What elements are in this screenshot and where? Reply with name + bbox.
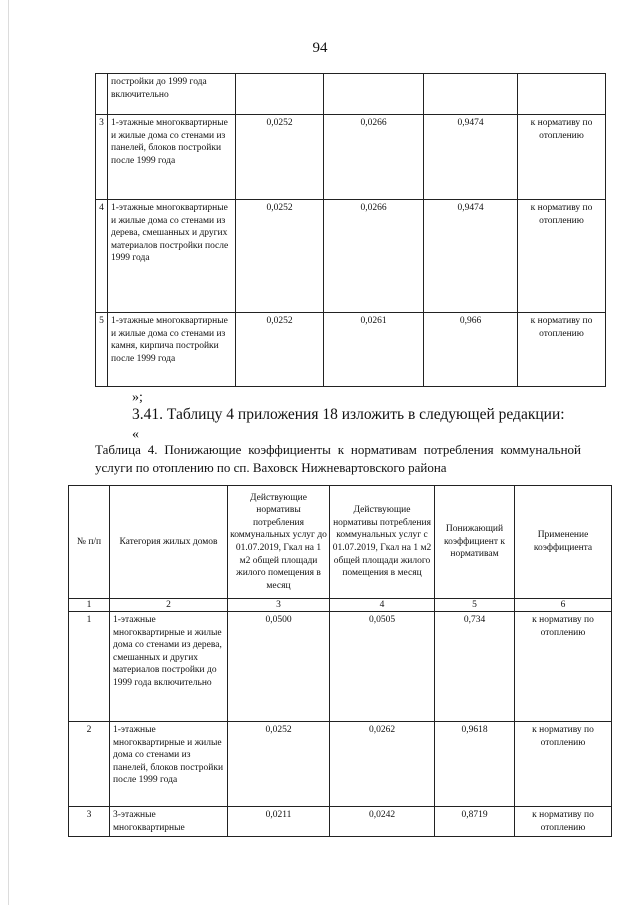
cell-coef: 0,9474 xyxy=(424,115,518,200)
header-application: Применение коэффициента xyxy=(515,486,612,599)
cell-num: 5 xyxy=(96,313,108,387)
cell-norm-before: 0,0252 xyxy=(236,200,324,313)
cell-norm-after: 0,0505 xyxy=(330,612,435,722)
cell-num: 1 xyxy=(69,612,110,722)
page-number: 94 xyxy=(312,40,328,56)
table-row xyxy=(96,115,606,200)
cell-application: к нормативу по отоплению xyxy=(518,115,606,200)
cell-application: к нормативу по отоплению xyxy=(518,313,606,387)
table-row xyxy=(96,74,606,115)
table-row xyxy=(69,807,612,837)
cell-category: 1-этажные многоквартирные и жилые дома со стенами из панелей, блоков постройки после 1999 года xyxy=(108,115,236,200)
column-number: 1 xyxy=(69,599,110,612)
table-caption: Таблица 4. Понижающие коэффициенты к нормативам потребления коммунальной услуги по отоплению по сп. Ваховск Нижневартовского района xyxy=(95,442,581,476)
cell-num xyxy=(96,74,108,115)
cell-norm-before: 0,0252 xyxy=(236,313,324,387)
table-header-row xyxy=(69,486,612,599)
section-heading: 3.41. Таблицу 4 приложения 18 изложить в следующей редакции: xyxy=(132,406,565,423)
cell-category: 1-этажные многоквартирные и жилые дома со стенами из дерева, смешанных и других материалов постройки после 1999 года xyxy=(108,200,236,313)
cell-num: 4 xyxy=(96,200,108,313)
header-num: № п/п xyxy=(69,486,110,599)
closing-quote: »; xyxy=(132,390,143,405)
cell-application xyxy=(518,74,606,115)
cell-application: к нормативу по отоплению xyxy=(515,807,612,837)
table-row xyxy=(69,612,612,722)
cell-category: 1-этажные многоквартирные и жилые дома со стенами из камня, кирпича постройки после 1999 года xyxy=(108,313,236,387)
cell-coef xyxy=(424,74,518,115)
header-category: Категория жилых домов xyxy=(110,486,228,599)
cell-norm-after: 0,0266 xyxy=(324,200,424,313)
cell-norm-before: 0,0211 xyxy=(228,807,330,837)
column-number: 6 xyxy=(515,599,612,612)
cell-norm-after: 0,0242 xyxy=(330,807,435,837)
cell-norm-before xyxy=(236,74,324,115)
column-number: 4 xyxy=(330,599,435,612)
cell-category: 1-этажные многоквартирные и жилые дома со стенами из дерева, смешанных и других материалов постройки до 1999 года включительно xyxy=(110,612,228,722)
table-row xyxy=(96,200,606,313)
cell-num: 3 xyxy=(96,115,108,200)
header-norm-after: Действующие нормативы потребления коммунальных услуг с 01.07.2019, Гкал на 1 м2 общей площади жилого помещения в месяц xyxy=(330,486,435,599)
cell-coef: 0,8719 xyxy=(435,807,515,837)
table-row xyxy=(69,722,612,807)
cell-application: к нормативу по отоплению xyxy=(515,722,612,807)
cell-application: к нормативу по отоплению xyxy=(518,200,606,313)
cell-category: постройки до 1999 года включительно xyxy=(108,74,236,115)
cell-norm-after: 0,0262 xyxy=(330,722,435,807)
cell-norm-before: 0,0252 xyxy=(228,722,330,807)
column-number: 5 xyxy=(435,599,515,612)
cell-norm-after xyxy=(324,74,424,115)
header-coef: Понижающий коэффициент к нормативам xyxy=(435,486,515,599)
column-number: 3 xyxy=(228,599,330,612)
opening-quote: « xyxy=(132,427,139,442)
cell-coef: 0,9474 xyxy=(424,200,518,313)
table-top xyxy=(95,73,606,387)
table-bottom xyxy=(68,485,612,837)
cell-num: 3 xyxy=(69,807,110,837)
cell-coef: 0,966 xyxy=(424,313,518,387)
cell-norm-after: 0,0266 xyxy=(324,115,424,200)
cell-coef: 0,9618 xyxy=(435,722,515,807)
column-number: 2 xyxy=(110,599,228,612)
column-number-row xyxy=(69,599,612,612)
table-row xyxy=(96,313,606,387)
cell-norm-before: 0,0500 xyxy=(228,612,330,722)
cell-norm-after: 0,0261 xyxy=(324,313,424,387)
cell-num: 2 xyxy=(69,722,110,807)
header-norm-before: Действующие нормативы потребления коммунальных услуг до 01.07.2019, Гкал на 1 м2 общей площади жилого помещения в месяц xyxy=(228,486,330,599)
cell-norm-before: 0,0252 xyxy=(236,115,324,200)
cell-application: к нормативу по отоплению xyxy=(515,612,612,722)
cell-category: 3-этажные многоквартирные xyxy=(110,807,228,837)
cell-category: 1-этажные многоквартирные и жилые дома со стенами из панелей, блоков постройки после 1999 года xyxy=(110,722,228,807)
scan-edge xyxy=(8,0,9,905)
cell-coef: 0,734 xyxy=(435,612,515,722)
